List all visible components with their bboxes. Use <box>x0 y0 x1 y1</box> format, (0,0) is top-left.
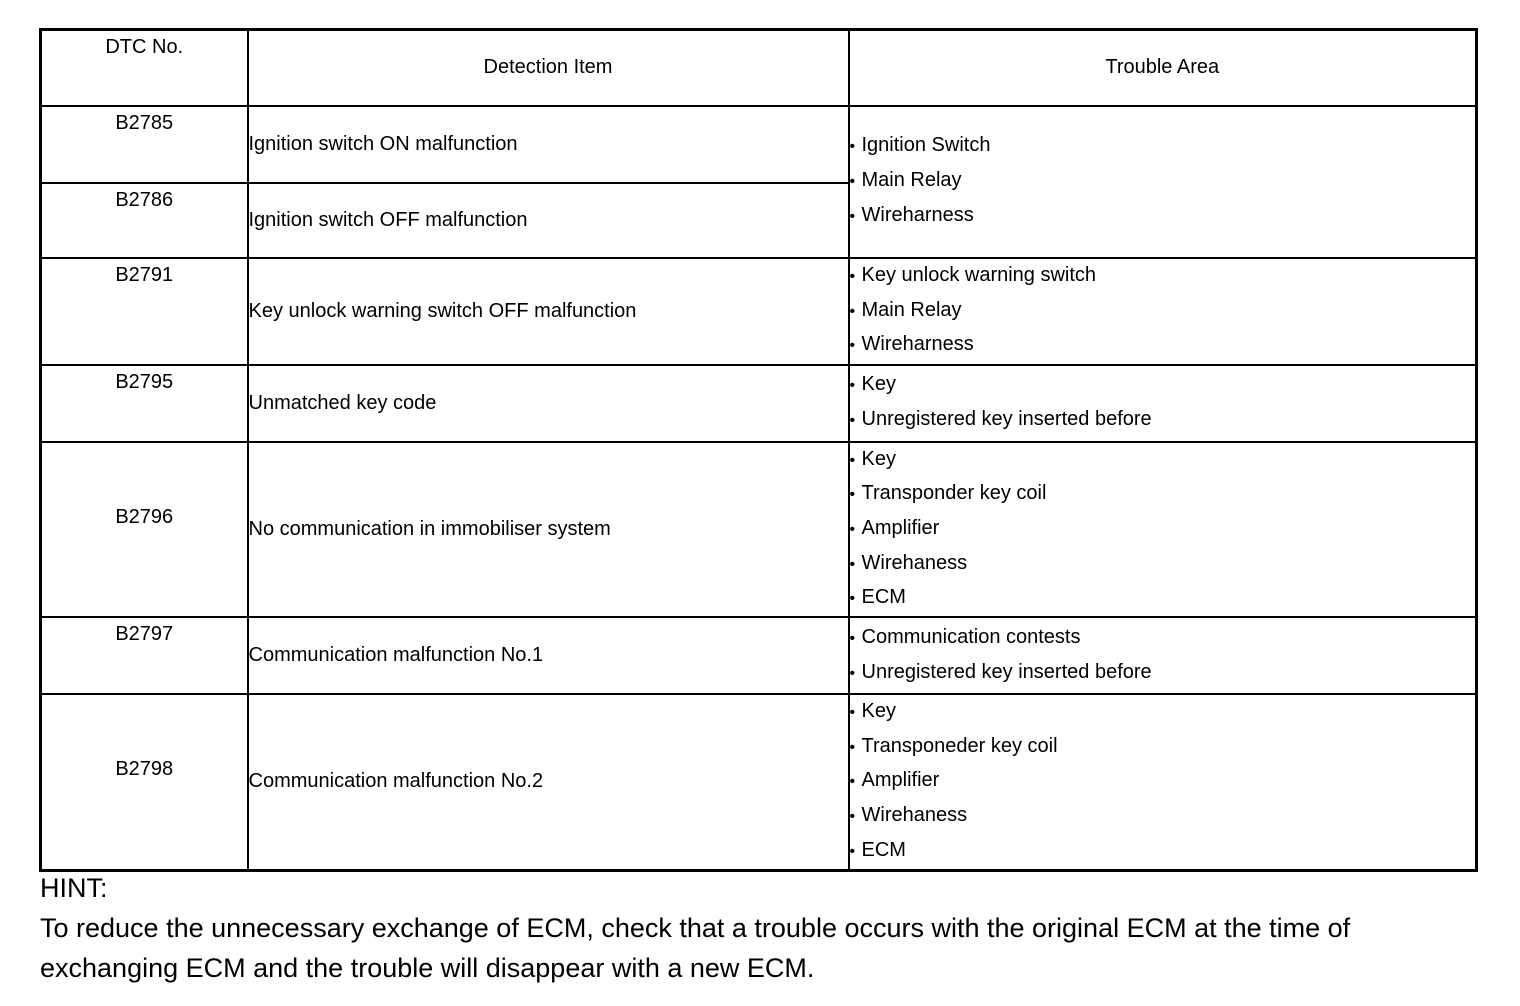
trouble-area-item: • Ignition Switch <box>850 129 1476 164</box>
trouble-area-list <box>850 443 1476 617</box>
trouble-area-item: • Wireharness <box>850 328 1476 363</box>
header-detection-item: Detection Item <box>248 30 849 106</box>
trouble-area-item: • Wirehaness <box>850 799 1476 834</box>
trouble-area-item: • Main Relay <box>850 294 1476 329</box>
dtc-code: B2791 <box>41 258 248 365</box>
trouble-area-cell <box>849 106 1477 258</box>
trouble-area-item: • Key unlock warning switch <box>850 259 1476 294</box>
trouble-area-item: • Key <box>850 368 1476 403</box>
detection-item: Communication malfunction No.2 <box>248 694 849 870</box>
trouble-area-item: • Main Relay <box>850 164 1476 199</box>
trouble-area-cell <box>849 442 1477 618</box>
detection-item: Ignition switch OFF malfunction <box>248 183 849 258</box>
trouble-area-list <box>850 129 1476 233</box>
table-header-row <box>41 30 1477 106</box>
trouble-area-item: • Unregistered key inserted before <box>850 656 1476 691</box>
trouble-area-item: • Amplifier <box>850 764 1476 799</box>
header-dtc-no: DTC No. <box>41 30 248 106</box>
hint-section <box>40 868 1490 988</box>
dtc-code: B2785 <box>41 106 248 183</box>
dtc-code: B2796 <box>41 442 248 618</box>
dtc-code: B2786 <box>41 183 248 258</box>
trouble-area-list <box>850 368 1476 437</box>
trouble-area-item: • Transponeder key coil <box>850 730 1476 765</box>
trouble-area-list <box>850 259 1476 363</box>
detection-item: No communication in immobiliser system <box>248 442 849 618</box>
trouble-area-list <box>850 621 1476 690</box>
trouble-area-item: • Transponder key coil <box>850 477 1476 512</box>
table-row <box>41 106 1477 183</box>
trouble-area-list <box>850 695 1476 869</box>
trouble-area-item: • Unregistered key inserted before <box>850 403 1476 438</box>
dtc-table <box>39 28 1478 872</box>
trouble-area-cell <box>849 258 1477 365</box>
trouble-area-item: • ECM <box>850 834 1476 869</box>
trouble-area-item: • Key <box>850 695 1476 730</box>
detection-item: Communication malfunction No.1 <box>248 617 849 694</box>
trouble-area-cell <box>849 365 1477 442</box>
header-trouble-area: Trouble Area <box>849 30 1477 106</box>
detection-item: Unmatched key code <box>248 365 849 442</box>
trouble-area-item: • Communication contests <box>850 621 1476 656</box>
trouble-area-item: • Key <box>850 443 1476 478</box>
dtc-code: B2798 <box>41 694 248 870</box>
trouble-area-item: • Wirehaness <box>850 547 1476 582</box>
dtc-code: B2795 <box>41 365 248 442</box>
table-row <box>41 258 1477 365</box>
hint-text: To reduce the unnecessary exchange of ECM, check that a trouble occurs with the original ECM at the time of exchanging ECM and the trouble will disappear with a new ECM. <box>40 913 1351 983</box>
table-row <box>41 694 1477 870</box>
trouble-area-cell <box>849 617 1477 694</box>
detection-item: Ignition switch ON malfunction <box>248 106 849 183</box>
table-row <box>41 365 1477 442</box>
table-row <box>41 617 1477 694</box>
trouble-area-item: • Amplifier <box>850 512 1476 547</box>
trouble-area-cell <box>849 694 1477 870</box>
detection-item: Key unlock warning switch OFF malfunction <box>248 258 849 365</box>
table-row <box>41 442 1477 618</box>
dtc-code: B2797 <box>41 617 248 694</box>
trouble-area-item: • Wireharness <box>850 199 1476 234</box>
trouble-area-item: • ECM <box>850 581 1476 616</box>
hint-title: HINT: <box>40 873 108 903</box>
